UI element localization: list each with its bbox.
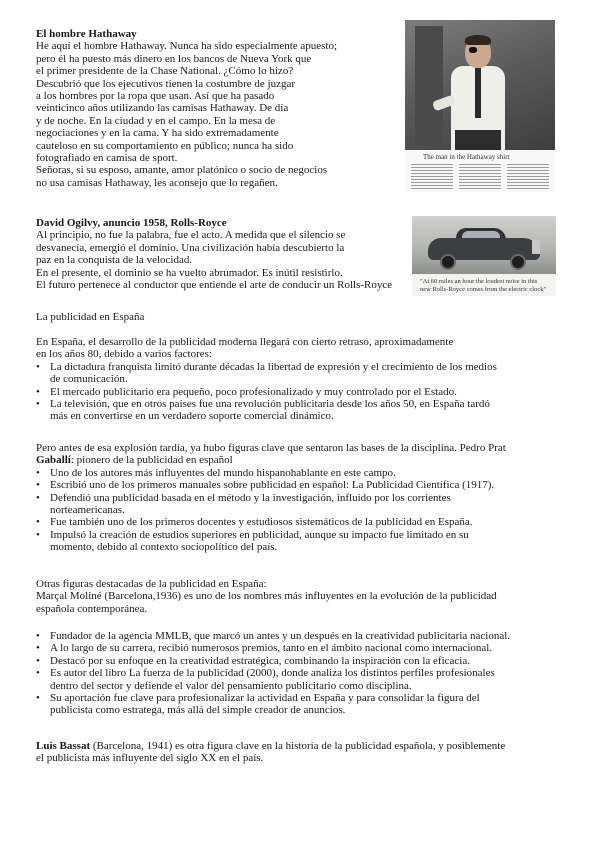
ogilvy-title: David Ogilvy, anuncio 1958, Rolls-Royce: [36, 217, 227, 229]
ogilvy-line: En el presente, el dominio se ha vuelto abrumador. Es inútil resistirlo.: [36, 266, 343, 279]
spain-heading: La publicidad en España: [36, 311, 145, 323]
spain-intro-line: En España, el desarrollo de la publicidad moderna llegará con cierto retraso, aproximadamente: [36, 336, 454, 348]
hathaway-title: El hombre Hathaway: [36, 28, 137, 40]
hathaway-line: el primer presidente de la Chase National. ¿Cómo lo hizo?: [36, 65, 294, 78]
list-item: • Defendió una publicidad basada en el método y la investigación, influido por los corrientes norteamericanas.: [36, 492, 576, 517]
ogilvy-line: Al principio, no fue la palabra, fue el acto. A medida que el silencio se: [36, 229, 346, 242]
wheel-icon: [440, 254, 456, 270]
rolls-royce-image-caption: "At 60 miles an hour the loudest noise in this new Rolls-Royce comes from the electric clock": [420, 278, 547, 293]
hathaway-line: a los hombres por la ropa que usan. Así que ha pasado: [36, 90, 275, 103]
list-item: • La televisión, que en otros países fue una revolución publicitaria desde los años 50, en España tardó más en convertirse en un verdadero soporte comercial dinámico.: [36, 398, 576, 423]
hathaway-line: veinticinco años utilizando las camisas Hathaway. De día: [36, 102, 289, 115]
list-item: • Fundador de la agencia MMLB, que marcó un antes y un después en la creatividad publicitaria nacional.: [36, 630, 576, 642]
prat-intro-line: Pero antes de esa explosión tardía, ya hubo figuras clave que sentaron las bases de la disciplina. Pedro Prat: [36, 442, 506, 454]
hathaway-line: Descubrió que los ejecutivos tienen la costumbre de juzgar: [36, 77, 296, 90]
prat-points-list: [36, 467, 576, 554]
hathaway-line: He aquí el hombre Hathaway. Nunca ha sido especialmente apuesto;: [36, 40, 338, 53]
hathaway-line: fotografiado en camisa de sport.: [36, 152, 178, 165]
prat-section: [36, 442, 576, 554]
hathaway-line: no usa camisas Hathaway, les aconsejo que lo regañen.: [36, 176, 278, 189]
ogilvy-section: [36, 217, 416, 291]
spain-section: [36, 336, 576, 423]
hathaway-line: y de noche. En la ciudad y en el campo. En la mesa de: [36, 114, 276, 127]
bassat-section: [36, 740, 576, 765]
spain-factors-list: [36, 361, 576, 423]
bassat-name: Luis Bassat: [36, 740, 91, 752]
hathaway-line: cauteloso en su comportamiento en público; nunca ha sido: [36, 139, 294, 152]
prat-name: Gaballí: [36, 454, 71, 467]
others-section: [36, 578, 576, 615]
spain-intro-line: en los años 80, debido a varios factores:: [36, 348, 212, 361]
hathaway-ad-image: [405, 20, 555, 192]
list-item: • Impulsó la creación de estudios superiores en publicidad, aunque su impacto fue limitado en su momento, debido al contexto sociopolítico del país.: [36, 529, 576, 554]
others-heading: Otras figuras destacadas de la publicidad en España:: [36, 578, 267, 590]
hathaway-line: Señoras, si su esposo, amante, amor platónico o socio de negocios: [36, 164, 328, 177]
moline-line: española contemporánea.: [36, 602, 148, 615]
hathaway-line: pero él ha puesto más dinero en los bancos de Nueva York que: [36, 52, 312, 65]
bassat-line: Luis Bassat (Barcelona, 1941) es otra figura clave en la historia de la publicidad española, y posiblemente: [36, 740, 506, 752]
prat-name-line: Gaballí: pionero de la publicidad en español: [36, 454, 233, 467]
eyepatch-icon: [469, 47, 477, 53]
bassat-line: el publicista más influyente del siglo XX en el país.: [36, 752, 264, 765]
list-item: • La dictadura franquista limitó durante décadas la libertad de expresión y el crecimiento de los medios de comunicación.: [36, 361, 576, 386]
ogilvy-line: desvanecía, emergió el dominio. Una civilización había descubierto la: [36, 241, 345, 254]
list-item: • A lo largo de su carrera, recibió numerosos premios, tanto en el ámbito nacional como internacional.: [36, 642, 576, 654]
hathaway-image-caption: The man in the Hathaway shirt: [423, 153, 510, 161]
list-item: • Destacó por su enfoque en la creatividad estratégica, combinando la inspiración con la eficacia.: [36, 655, 576, 667]
list-item: • Fue también uno de los primeros docentes y estudiosos sistemáticos de la publicidad en España.: [36, 516, 576, 528]
ogilvy-line: El futuro pertenece al conductor que entiende el arte de conducir un Rolls-Royce: [36, 279, 393, 292]
hathaway-body: [36, 40, 396, 189]
moline-line: Marçal Moliné (Barcelona,1936) es uno de los nombres más influyentes en la evolución de la publicidad: [36, 590, 497, 603]
list-item: • Su aportación fue clave para profesionalizar la actividad en España y para consolidar la figura del publicista como estratega, más allá del simple creador de anuncios.: [36, 692, 576, 717]
list-item: • Es autor del libro La fuerza de la publicidad (2000), donde analiza los distintos perfiles profesionales dentro del sector y defiende el valor del pensamiento publicitario como disciplina.: [36, 667, 576, 692]
list-item: • Uno de los autores más influyentes del mundo hispanohablante en este campo.: [36, 467, 576, 479]
rolls-royce-ad-image: [412, 216, 556, 296]
wheel-icon: [510, 254, 526, 270]
hathaway-section: [36, 28, 396, 189]
moline-points-list: [36, 630, 576, 717]
hathaway-line: negociaciones y en la cama. Y ha sido extremadamente: [36, 127, 279, 140]
list-item: • Escribió uno de los primeros manuales sobre publicidad en español: La Publicidad Científica (1917).: [36, 479, 576, 491]
ogilvy-line: paz en la conquista de la velocidad.: [36, 254, 193, 267]
list-item: • El mercado publicitario era pequeño, poco profesionalizado y muy controlado por el Estado.: [36, 386, 576, 398]
moline-points-section: [36, 630, 576, 717]
